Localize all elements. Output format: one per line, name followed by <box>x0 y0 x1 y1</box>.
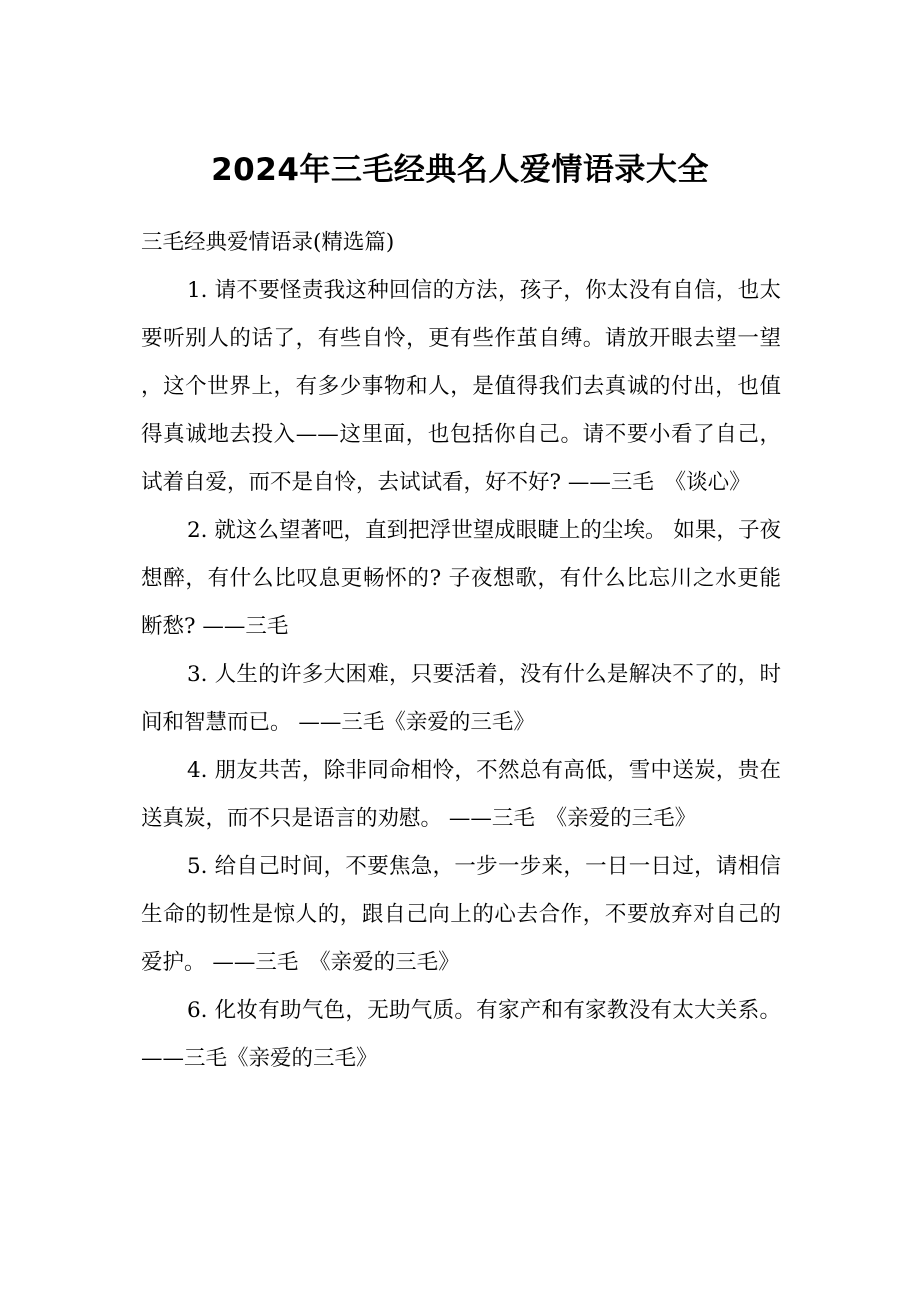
quote-paragraph-6: 6. 化妆有助气色，无助气质。有家产和有家教没有太大关系。 ——三毛《亲爱的三毛》 <box>141 998 781 1071</box>
quote-paragraph-2: 2. 就这么望著吧，直到把浮世望成眼睫上的尘埃。 如果，子夜想醉，有什么比叹息更畅怀的? 子夜想歌，有什么比忘川之水更能断愁? ——三毛 <box>141 518 781 639</box>
quote-paragraph-4: 4. 朋友共苦，除非同命相怜，不然总有高低，雪中送炭，贵在送真炭，而不只是语言的劝慰。 ——三毛 《亲爱的三毛》 <box>141 758 781 831</box>
quote-paragraph-5: 5. 给自己时间，不要焦急，一步一步来，一日一日过，请相信生命的韧性是惊人的，跟自己向上的心去合作，不要放弃对自己的爱护。 ——三毛 《亲爱的三毛》 <box>141 854 781 975</box>
section-heading: 三毛经典爱情语录(精选篇) <box>141 230 395 255</box>
document-title: 2024年三毛经典名人爱情语录大全 <box>211 152 709 188</box>
document-body <box>141 219 781 1083</box>
quote-paragraph-3: 3. 人生的许多大困难，只要活着，没有什么是解决不了的，时间和智慧而已。 ——三毛《亲爱的三毛》 <box>141 662 781 735</box>
quote-paragraph-1: 1. 请不要怪责我这种回信的方法，孩子，你太没有自信，也太要听别人的话了，有些自怜，更有些作茧自缚。请放开眼去望一望，这个世界上，有多少事物和人，是值得我们去真诚的付出，也值得真诚地去投入——这里面，也包括你自己。请不要小看了自己，试着自爱，而不是自怜，去试试看，好不好? ——三毛 《谈心》 <box>141 278 781 495</box>
